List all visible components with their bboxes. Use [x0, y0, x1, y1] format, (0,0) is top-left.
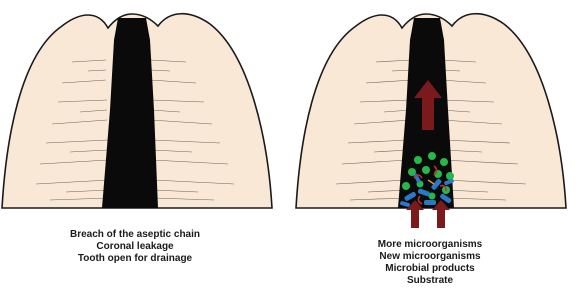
- caption-left-line-3: Tooth open for drainage: [77, 253, 193, 264]
- caption-left: [40, 229, 230, 265]
- caption-right-line-1: More microorganisms: [377, 239, 483, 250]
- caption-right-line-2: New microorganisms: [379, 251, 481, 262]
- caption-left-line-1: Breach of the aseptic chain: [69, 229, 201, 240]
- tooth-left: [2, 14, 272, 208]
- caption-left-line-2: Coronal leakage: [96, 241, 174, 252]
- caption-right-line-3: Microbial products: [385, 263, 475, 274]
- caption-right-line-4: Substrate: [406, 275, 454, 286]
- tooth-right: [296, 14, 566, 228]
- caption-right: [330, 239, 530, 287]
